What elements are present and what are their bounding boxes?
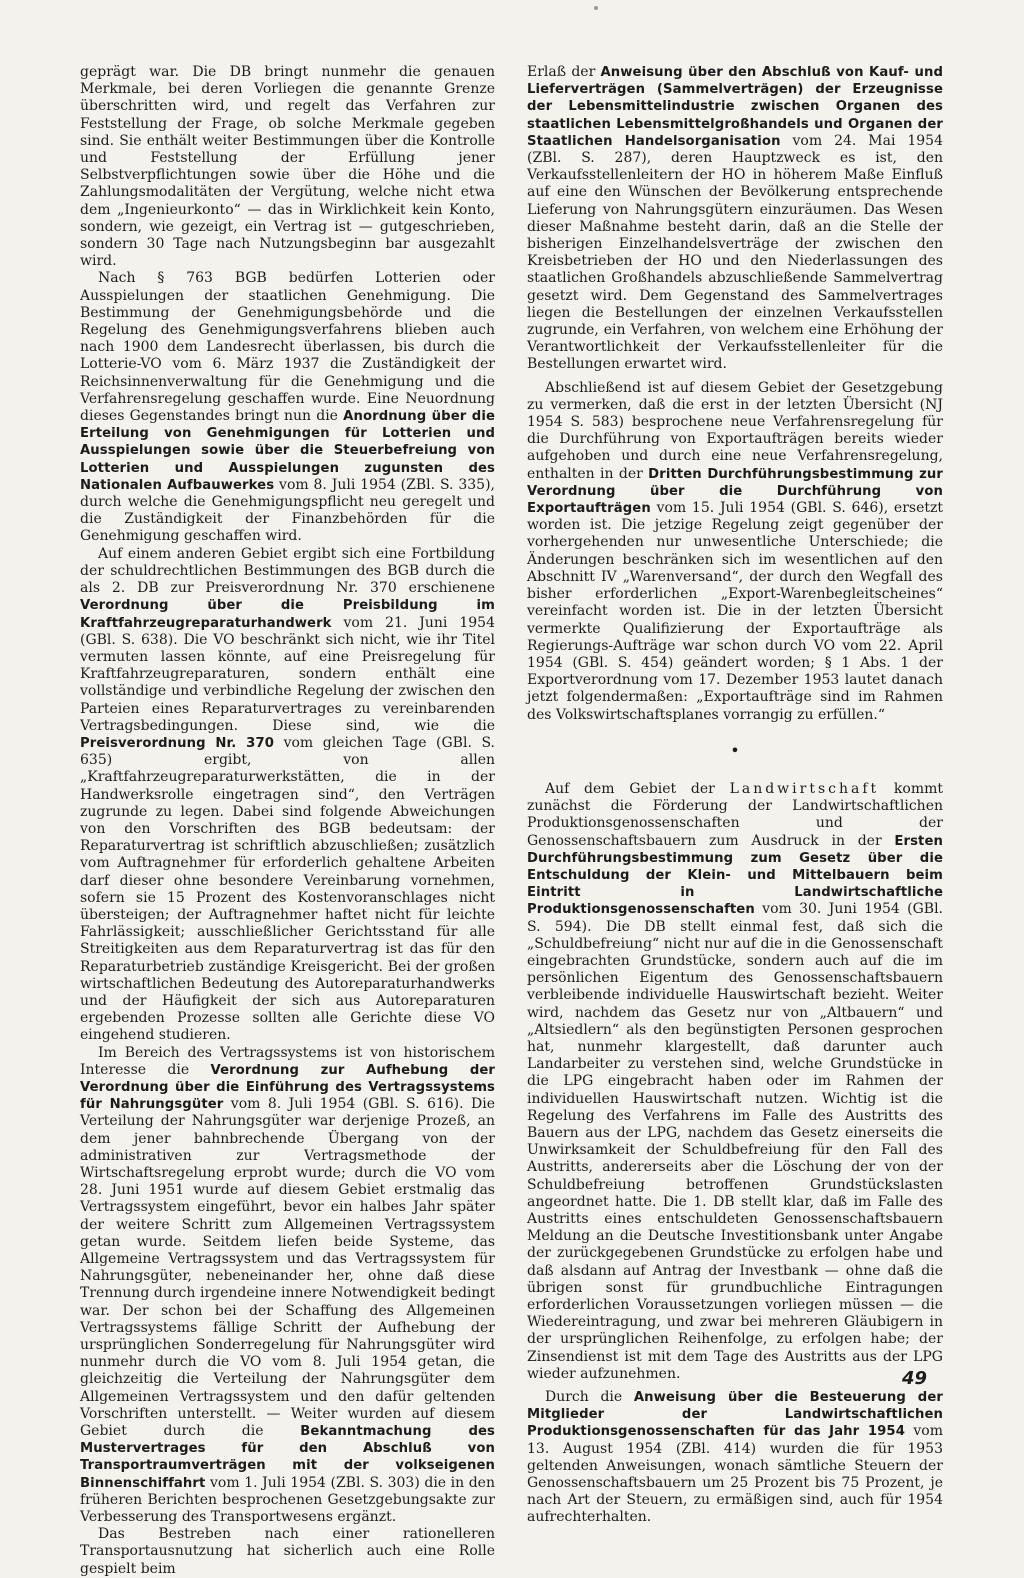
bold-title: Bekanntmachung des Mustervertrages für den Abschluß von Transportraumverträgen mit der volkseigenen Binnenschiffahrt <box>80 1424 495 1491</box>
page-number: 49 <box>902 1368 928 1389</box>
bold-title: Anweisung über den Abschluß von Kauf- und Lieferverträgen (Sammelverträgen) der Erzeugnisse der Lebensmittelindustrie zwischen Organen des staatlichen Lebensmittelgroßhandels und Organen der Staatlichen Handelsorganisation <box>527 65 943 149</box>
bold-title: Verordnung zur Aufhebung der Verordnung über die Einführung des Vertragssystems für Nahrungsgüter <box>80 1062 496 1113</box>
paragraph: Abschließend ist auf diesem Gebiet der Gesetzgebung zu vermerken, daß die erst in der letzten Übersicht (NJ 1954 S. 583) besprochene neue Verfahrensregelung für die Durchführung von Exportaufträgen bereits wieder aufgehoben und durch eine neue Verfahrensregelung, enthalten in der Dritten Durchführungsbestimmung zur Verordnung über die Durchführung von Exportaufträgen vom 15. Juli 1954 (GBl. S. 646), ersetzt worden ist. Die jetzige Regelung zeigt gegenüber der vorhergehenden nur unwesentliche Unterschiede; die Änderungen beschränken sich im wesentlichen auf den Abschnitt IV „Warenversand“, der durch den Wegfall des bisher erforderlichen „Export-Warenbegleitscheines“ vereinfacht worden ist. Die in der letzten Übersicht vermerkte Qualifizierung der Exportaufträge als Regierungs-Aufträge war schon durch VO vom 22. April 1954 (GBl. S. 454) geändert worden; § 1 Abs. 1 der Exportverordnung vom 17. Dezember 1953 lautet danach jetzt folgendermaßen: „Exportaufträge sind im Rahmen des Volkswirtschaftsplanes vorrangig zu erfüllen.“ <box>527 379 944 723</box>
paragraph: Nach § 763 BGB bedürfen Lotterien oder Ausspielungen der staatlichen Genehmigung. Die Bestimmung der Genehmigungsbehörde und die Regelung des Genehmigungsverfahrens blieben auch nach 1900 dem Landesrecht überlassen, bis durch die Lotterie-VO vom 6. März 1937 die Zuständigkeit der Reichsinnenverwaltung für die Genehmigung und die Verfahrensregelung geschaffen wurde. Eine Neuordnung dieses Gegenstandes bringt nun die Anordnung über die Erteilung von Genehmigungen für Lotterien und Ausspielungen sowie über die Steuerbefreiung von Lotterien und Ausspielungen zugunsten des Nationalen Aufbauwerkes vom 8. Juli 1954 (ZBl. S. 335), durch welche die Genehmigungspflicht neu geregelt und die Zuständigkeit der Finanzbehörden für die Genehmigung geschaffen wird. <box>80 270 495 545</box>
left-column <box>80 64 495 1578</box>
section-divider: • <box>730 740 740 760</box>
paragraph: Erlaß der Anweisung über den Abschluß von Kauf- und Lieferverträgen (Sammelverträgen) der Erzeugnisse der Lebensmittelindustrie zwischen Organen des staatlichen Lebensmittelgroßhandels und Organen der Staatlichen Handelsorganisation vom 24. Mai 1954 (ZBl. S. 287), deren Hauptzweck es ist, den Verkaufsstellenleitern der HO in höherem Maße Einfluß auf eine den Wünschen der Bevölkerung entsprechende Lieferung von Nahrungsgütern einzuräumen. Das Wesen dieser Maßnahme besteht darin, daß an die Stelle der bisherigen Einzelhandelsverträge der zwischen den Kreisbetrieben der HO und den Niederlassungen des staatlichen Großhandels abzuschließende Sammelvertrag gesetzt wird. Dem Gegenstand des Sammelvertrages liegen die Bestellungen der einzelnen Verkaufsstellen zugrunde, ein Verfahren, von welchem eine Erhöhung der Verantwortlichkeit der Verkaufsstellenleiter für die Bestellungen erwartet wird. <box>527 64 943 373</box>
paragraph: Auf einem anderen Gebiet ergibt sich eine Fortbildung der schuldrechtlichen Bestimmungen des BGB durch die als 2. DB zur Preisverordnung Nr. 370 erschienene Verordnung über die Preisbildung im Kraftfahrzeugreparaturhandwerk vom 21. Juni 1954 (GBl. S. 638). Die VO beschränkt sich nicht, wie ihr Titel vermuten lassen könnte, auf eine Preisregelung für Kraftfahrzeugreparaturen, sondern enthält eine vollständige und verbindliche Regelung der zwischen den Parteien eines Reparaturvertrages zu vereinbarenden Vertragsbedingungen. Diese sind, wie die Preisverordnung Nr. 370 vom gleichen Tage (GBl. S. 635) ergibt, von allen „Kraftfahrzeugreparaturwerkstätten, die in der Handwerksrolle eingetragen sind“, den Verträgen zugrunde zu legen. Dabei sind folgende Abweichungen von den Vorschriften des BGB bedeutsam: der Reparaturvertrag ist schriftlich abzuschließen; zusätzlich vom Auftragnehmer für erforderlich gehaltene Arbeiten darf dieser ohne besondere Vereinbarung vornehmen, sofern sie 15 Prozent des Kostenvoranschlages nicht übersteigen; der Auftragnehmer haftet nicht für leichte Fahrlässigkeit; ausschließlicher Gerichtsstand für alle Streitigkeiten aus dem Reparaturvertrag ist das für den Reparaturbetrieb zuständige Kreisgericht. Bei der großen wirtschaftlichen Bedeutung des Autoreparaturhandwerks und der Häufigkeit der sich aus Autoreparaturen ergebenden Prozesse sollten alle Gerichte diese VO eingehend studieren. <box>80 545 495 1044</box>
bold-title: Dritten Durchführungsbestimmung zur Verordnung über die Durchführung von Exportaufträgen <box>527 466 944 517</box>
bold-title: Verordnung über die Preisbildung im Kraftfahrzeugreparaturhandwerk <box>80 598 495 631</box>
paragraph: Auf dem Gebiet der Landwirtschaft kommt zunächst die Förderung der Landwirtschaftlichen Produktionsgenossenschaften und der Genossenschaftsbauern zum Ausdruck in der Ersten Durchführungsbestimmung zum Gesetz über die Entschuldung der Klein- und Mittelbauern beim Eintritt in Landwirtschaftliche Produktionsgenossenschaften vom 30. Juni 1954 (GBl. S. 594). Die DB stellt einmal fest, daß sich die „Schuldbefreiung“ nicht nur auf die in die Genossenschaft eingebrachten Grundstücke, sondern auch auf die im persönlichen Eigentum des Genossenschaftsbauern verbleibende individuelle Hauswirtschaft bezieht. Weiter wird, nachdem das Gesetz nur von „Altbauern“ und „Altsiedlern“ als den begünstigten Personen gesprochen hat, nunmehr klargestellt, daß darunter auch Landarbeiter zu verstehen sind, welche Grundstücke in die LPG eingebracht haben oder im Rahmen der individuellen Hauswirtschaft nutzen. Wichtig ist die Regelung des Verfahrens im Falle des Austritts des Bauern aus der LPG, nachdem das Gesetz einerseits die Unwirksamkeit der Schuldbefreiung für den Fall des Austritts, andererseits aber die Löschung der von der Schuldbefreiung betroffenen Grundstückslasten angeordnet hatte. Die 1. DB stellt klar, daß im Falle des Austritts eines entschuldeten Genossenschaftsbauern Meldung an die Deutsche Investitionsbank unter Angabe der zurückgegebenen Grundstücke zu erfolgen habe und daß alsdann auf Antrag der Investbank — ohne daß die übrigen sonst für grundbuchliche Eintragungen erforderlichen Voraussetzungen vorliegen müssen — die Wiedereintragung, und zwar bei mehreren Gläubigern in der ursprünglichen Reihenfolge, zu erfolgen habe; der Zinsendienst ist mit dem Tage des Austritts aus der LPG wieder aufzunehmen. <box>527 780 944 1382</box>
paragraph: geprägt war. Die DB bringt nunmehr die genauen Merkmale, bei deren Vorliegen die genannte Grenze überschritten wird, und regelt das Verfahren zur Feststellung der Frage, ob solche Merkmale gegeben sind. Sie enthält weiter Bestimmungen über die Kontrolle und Feststellung der Erfüllung jener Selbstverpflichtungen sowie über die Höhe und die Zahlungsmodalitäten der Vergütung, welche nicht etwa dem „Ingenieurkonto“ — das in Wirklichkeit kein Konto, sondern, wie gezeigt, ein Vertrag ist — gutgeschrieben, sondern 30 Tage nach Nutzungsbeginn bar ausgezahlt wird. <box>80 64 495 270</box>
spaced-term: Landwirtschaft <box>729 780 880 797</box>
scan-dot <box>594 6 598 10</box>
paragraph: Durch die Anweisung über die Besteuerung der Mitglieder der Landwirtschaftlichen Produktionsgenossenschaften für das Jahr 1954 vom 13. August 1954 (ZBl. 414) wurden die für 1953 geltenden Anweisungen, wonach sämtliche Steuern der Genossenschaftsbauern um 25 Prozent bis 75 Prozent, je nach Art der Steuern, zu ermäßigen sind, auch für 1954 aufrechterhalten. <box>527 1389 943 1526</box>
bold-title: Ersten Durchführungsbestimmung zum Gesetz über die Entschuldung der Klein- und Mittelbauern beim Eintritt in Landwirtschaftliche Produktionsgenossenschaften <box>527 833 943 918</box>
bold-title: Preisverordnung Nr. 370 <box>80 735 275 751</box>
paragraph: Das Bestreben nach einer rationelleren Transportausnutzung hat sicherlich auch eine Rolle gespielt beim <box>80 1526 495 1577</box>
right-column <box>527 64 943 1527</box>
bold-title: Anweisung über die Besteuerung der Mitglieder der Landwirtschaftlichen Produktionsgenossenschaften für das Jahr 1954 <box>527 1390 943 1440</box>
paragraph: Im Bereich des Vertragssystems ist von historischem Interesse die Verordnung zur Aufhebung der Verordnung über die Einführung des Vertragssystems für Nahrungsgüter vom 8. Juli 1954 (GBl. S. 616). Die Verteilung der Nahrungsgüter war derjenige Prozeß, an dem jener bahnbrechende Übergang von der administrativen zur Vertragsmethode der Wirtschaftsregelung erprobt wurde; durch die VO vom 28. Juni 1951 wurde auf diesem Gebiet erstmalig das Vertragssystem eingeführt, bevor ein halbes Jahr später der weitere Schritt zum Allgemeinen Vertragssystem getan wurde. Seitdem liefen beide Systeme, das Allgemeine Vertragssystem und das Vertragssystem für Nahrungsgüter, nebeneinander her, ohne daß diese Trennung durch irgendeine innere Notwendigkeit bedingt war. Der schon bei der Schaffung des Allgemeinen Vertragssystems fällige Schritt der Aufhebung der ursprünglichen Sonderregelung für Nahrungsgüter wird nunmehr durch die VO vom 8. Juli 1954 getan, die gleichzeitig die Verteilung der Nahrungsgüter dem Allgemeinen Vertragssystem und den dafür geltenden Vorschriften unterstellt. — Weiter wurden auf diesem Gebiet durch die Bekanntmachung des Mustervertrages für den Abschluß von Transportraumverträgen mit der volkseigenen Binnenschiffahrt vom 1. Juli 1954 (ZBl. S. 303) die in den früheren Berichten besprochenen Gesetzgebungsakte zur Verbesserung des Transportwesens ergänzt. <box>80 1044 496 1526</box>
bold-title: Anordnung über die Erteilung von Genehmigungen für Lotterien und Ausspielungen sowie über die Steuerbefreiung von Lotterien und Ausspielungen zugunsten des Nationalen Aufbauwerkes <box>80 409 495 493</box>
